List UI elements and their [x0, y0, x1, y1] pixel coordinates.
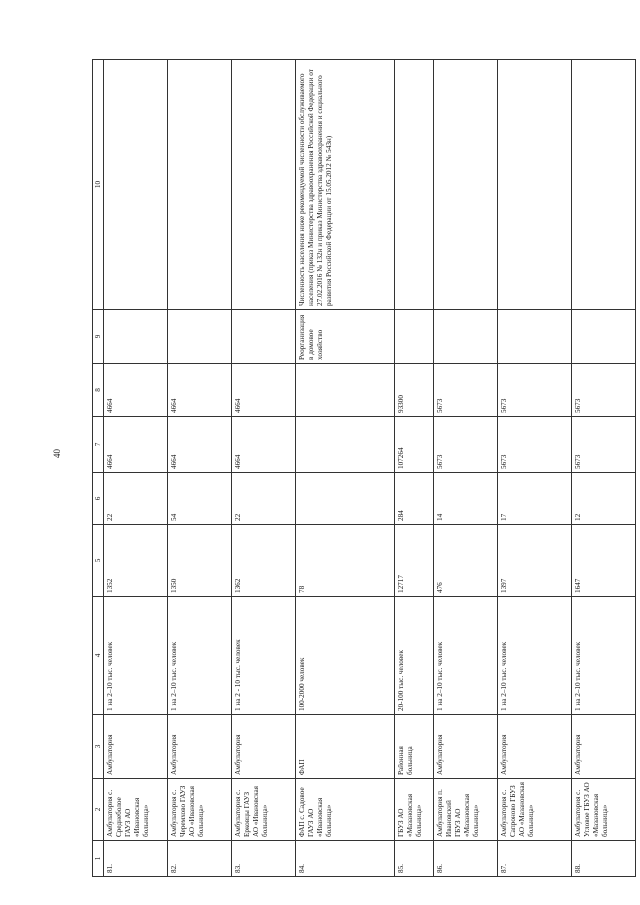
justification	[572, 60, 636, 310]
facility-name: ГБУЗ АО «Мазановская больница»	[395, 779, 434, 841]
rotated-table-block	[92, 60, 624, 877]
table-row	[395, 60, 434, 877]
table-row	[498, 60, 572, 877]
col-8-value: 4664	[168, 364, 232, 417]
page-number: 40	[52, 449, 62, 458]
col-6-value: 14	[434, 473, 498, 525]
facility-type: Амбулатория	[498, 715, 572, 779]
col-6-value: 22	[232, 473, 296, 525]
justification	[498, 60, 572, 310]
col-8-value: 5673	[498, 364, 572, 417]
facility-name: Амбулатория с. Угловое ГБУЗ АО «Мазановская больница»	[572, 779, 636, 841]
population: 1647	[572, 525, 636, 597]
column-header: 2	[93, 779, 104, 841]
col-7-value: 5673	[498, 417, 572, 473]
justification	[168, 60, 232, 310]
column-header: 8	[93, 364, 104, 417]
row-number: 84.	[296, 841, 395, 877]
table-row	[572, 60, 636, 877]
population: 78	[296, 525, 395, 597]
facility-type: Амбулатория	[168, 715, 232, 779]
col-7-value: 107264	[395, 417, 434, 473]
facility-name: Амбулатория с. Сапроново ГБУЗ АО «Мазановская больница»	[498, 779, 572, 841]
service-norm: 1 на 2–10 тыс. человек	[498, 597, 572, 715]
col-7-value: 4664	[232, 417, 296, 473]
col-6-value	[296, 473, 395, 525]
row-number: 85.	[395, 841, 434, 877]
facility-name: Амбулатория п. Ивановский ГБУЗ АО «Мазановская больница»	[434, 779, 498, 841]
column-header: 5	[93, 525, 104, 597]
facility-type: Амбулатория	[232, 715, 296, 779]
proposed-action	[395, 310, 434, 364]
row-number: 81.	[104, 841, 168, 877]
proposed-action	[168, 310, 232, 364]
justification	[434, 60, 498, 310]
col-6-value: 22	[104, 473, 168, 525]
justification	[395, 60, 434, 310]
column-header: 7	[93, 417, 104, 473]
facility-type: Амбулатория	[434, 715, 498, 779]
proposed-action	[572, 310, 636, 364]
facility-name: ФАП с. Садовое ГАУЗ АО «Ивановская больница»	[296, 779, 395, 841]
table-row	[168, 60, 232, 877]
facility-type: Амбулатория	[104, 715, 168, 779]
population: 1397	[498, 525, 572, 597]
population: 1362	[232, 525, 296, 597]
service-norm: 1 на 2–10 тыс. человек	[572, 597, 636, 715]
justification: Численность населения ниже рекомендуемой численности обслуживаемого населения (приказ Министерства здравоохранения Российской Федерации от 27.02.2016 № 132н и приказ Министерства здравоохранения и социального развития Российской Федерации от 15.05.2012 № 543н)	[296, 60, 395, 310]
col-8-value: 5673	[572, 364, 636, 417]
col-6-value: 284	[395, 473, 434, 525]
proposed-action	[498, 310, 572, 364]
population: 476	[434, 525, 498, 597]
column-header: 3	[93, 715, 104, 779]
table-row	[232, 60, 296, 877]
facility-type: Районная больница	[395, 715, 434, 779]
facility-name: Амбулатория с. Среднеболое ГАУЗ АО «Ивановская больница»	[104, 779, 168, 841]
row-number: 88.	[572, 841, 636, 877]
col-8-value: 5673	[434, 364, 498, 417]
row-number: 83.	[232, 841, 296, 877]
service-norm: 100-2000 человек	[296, 597, 395, 715]
facility-type: Амбулатория	[572, 715, 636, 779]
col-7-value	[296, 417, 395, 473]
table-row	[104, 60, 168, 877]
justification	[232, 60, 296, 310]
col-7-value: 5673	[434, 417, 498, 473]
column-header: 9	[93, 310, 104, 364]
justification	[104, 60, 168, 310]
facility-name: Амбулатория с. Ерковцы ГАУЗ АО «Ивановская больница»	[232, 779, 296, 841]
col-7-value: 4664	[104, 417, 168, 473]
proposed-action	[434, 310, 498, 364]
column-header: 10	[93, 60, 104, 310]
col-6-value: 54	[168, 473, 232, 525]
row-number: 86.	[434, 841, 498, 877]
service-norm: 1 на 2 - 10 тыс. человек	[232, 597, 296, 715]
row-number: 87.	[498, 841, 572, 877]
table-row	[296, 60, 395, 877]
service-norm: 1 на 2–10 тыс. человек	[168, 597, 232, 715]
table-row	[434, 60, 498, 877]
service-norm: 1 на 2–10 тыс. человек	[104, 597, 168, 715]
population: 12717	[395, 525, 434, 597]
proposed-action	[104, 310, 168, 364]
facility-name: Амбулатория с. Черемхово ГАУЗ АО «Ивановская больница»	[168, 779, 232, 841]
col-8-value: 4664	[104, 364, 168, 417]
col-8-value	[296, 364, 395, 417]
column-header: 4	[93, 597, 104, 715]
col-7-value: 4664	[168, 417, 232, 473]
column-number-row	[93, 60, 104, 877]
column-header: 1	[93, 841, 104, 877]
row-number: 82.	[168, 841, 232, 877]
service-norm: 20-100 тыс. человек	[395, 597, 434, 715]
col-6-value: 12	[572, 473, 636, 525]
proposed-action	[232, 310, 296, 364]
col-8-value: 4664	[232, 364, 296, 417]
proposed-action: Реорганизация в домовое хозяйство	[296, 310, 395, 364]
facilities-table	[92, 59, 636, 877]
col-6-value: 17	[498, 473, 572, 525]
column-header: 6	[93, 473, 104, 525]
facility-type: ФАП	[296, 715, 395, 779]
population: 1350	[168, 525, 232, 597]
population: 1352	[104, 525, 168, 597]
col-7-value: 5673	[572, 417, 636, 473]
service-norm: 1 на 2–10 тыс. человек	[434, 597, 498, 715]
col-8-value: 93300	[395, 364, 434, 417]
